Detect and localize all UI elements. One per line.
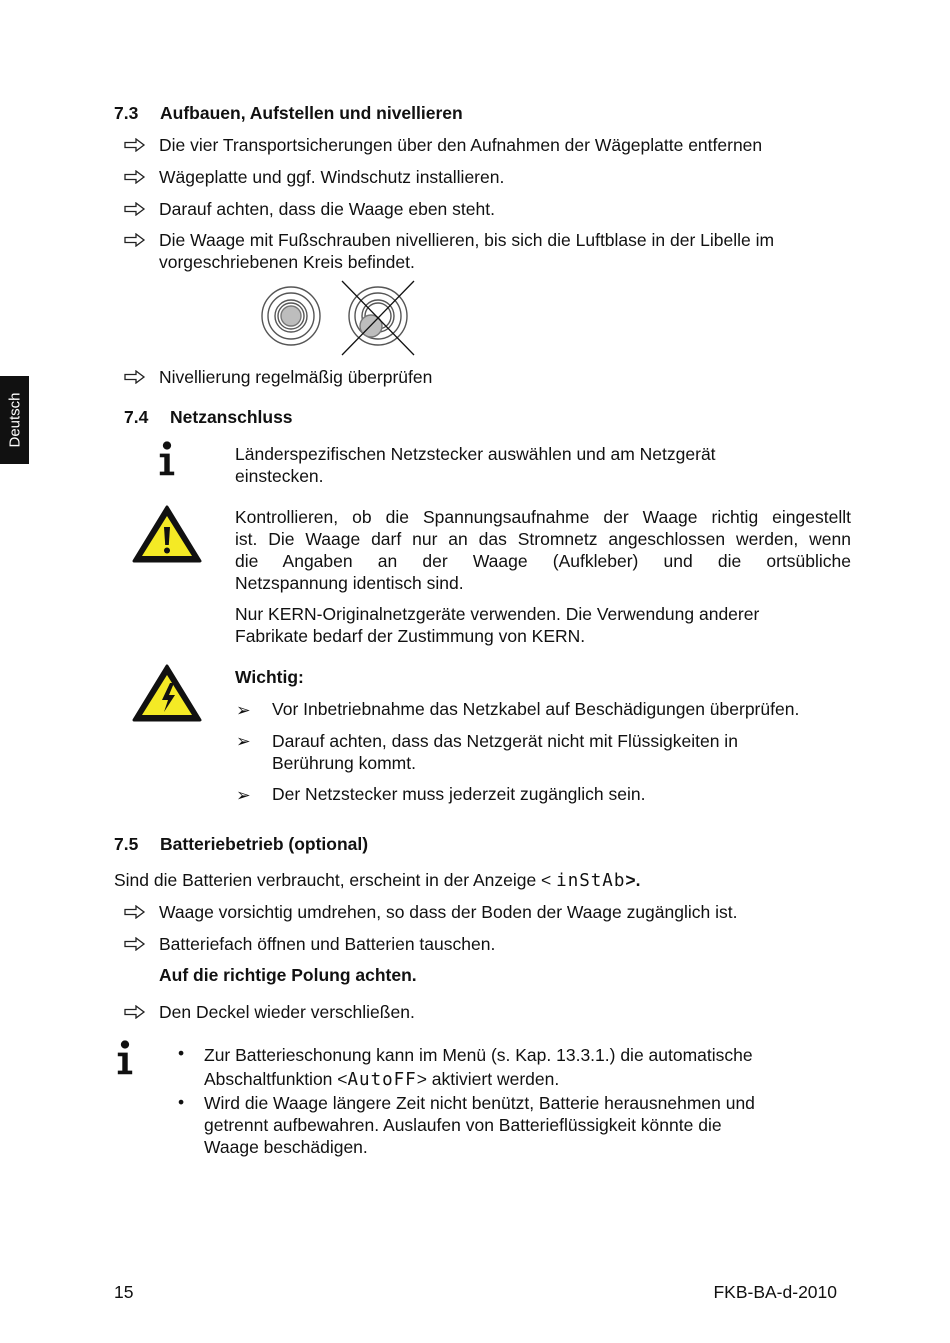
warning-line: ist. Die Waage darf nur an das Stromnetz angeschlossen werden, wenn xyxy=(235,529,851,549)
step-text: Batteriefach öffnen und Batterien tauschen. xyxy=(159,934,496,954)
arrow-icon xyxy=(124,170,146,184)
arrow-icon xyxy=(124,138,146,152)
level-incorrect-icon xyxy=(342,281,414,355)
section-title: Batteriebetrieb (optional) xyxy=(160,834,369,854)
step-text: Darauf achten, dass die Waage eben steht. xyxy=(159,199,495,219)
bullet-text: Der Netzstecker muss jederzeit zugänglich sein. xyxy=(272,784,646,804)
note-text: Abschaltfunktion < xyxy=(204,1069,348,1089)
kern-line: Nur KERN-Originalnetzgeräte verwenden. Die Verwendung anderer xyxy=(235,604,760,624)
note-line: getrennt aufbewahren. Auslaufen von Batterieflüssigkeit könnte die xyxy=(204,1115,722,1135)
bullet-line: Berührung kommt. xyxy=(272,753,416,773)
intro-text: Sind die Batterien verbraucht, erscheint in der Anzeige < xyxy=(114,870,552,890)
step-text: Wägeplatte und ggf. Windschutz installieren. xyxy=(159,167,505,187)
info-icon xyxy=(156,441,178,477)
side-tab-label: Deutsch xyxy=(6,392,23,448)
note-line: Waage beschädigen. xyxy=(204,1137,368,1157)
bullet-dot: • xyxy=(178,1092,185,1112)
bullet-text xyxy=(272,730,738,774)
arrow-icon xyxy=(124,937,146,951)
document-code: FKB-BA-d-2010 xyxy=(713,1282,837,1302)
arrow-icon xyxy=(124,202,146,216)
warning-line: Kontrollieren, ob die Spannungsaufnahme der Waage richtig eingestellt xyxy=(235,507,851,527)
intro-end: >. xyxy=(625,870,641,890)
step-text: Die Waage mit Fußschrauben nivellieren, bis sich die Luftblase in der Libelle im xyxy=(159,230,775,250)
section-title: Aufbauen, Aufstellen und nivellieren xyxy=(160,103,463,123)
warning-line: die Angaben an der Waage (Aufkleber) und die ortsübliche xyxy=(235,551,851,571)
note-line: Zur Batterieschonung kann im Menü (s. Kap. 13.3.1.) die automatische xyxy=(204,1045,753,1065)
bullet-arrow-icon: ➢ xyxy=(236,700,251,720)
section-number: 7.5 xyxy=(114,834,139,854)
electric-hazard-icon xyxy=(131,663,203,723)
display-readout: inStAb xyxy=(556,871,626,891)
warning-line: Netzspannung identisch sind. xyxy=(235,573,464,593)
level-correct-icon xyxy=(262,287,320,345)
step-text: Nivellierung regelmäßig überprüfen xyxy=(159,367,433,387)
battery-intro xyxy=(114,870,640,891)
bullet-dot: • xyxy=(178,1043,185,1063)
info-icon xyxy=(114,1040,136,1076)
display-readout: AutoFF xyxy=(347,1070,417,1090)
bullet-arrow-icon: ➢ xyxy=(236,731,251,751)
language-side-tab xyxy=(0,376,29,464)
bullet-arrow-icon: ➢ xyxy=(236,785,251,805)
kern-line: Fabrikate bedarf der Zustimmung von KERN. xyxy=(235,626,586,646)
note-line: Wird die Waage längere Zeit nicht benützt, Batterie herausnehmen und xyxy=(204,1093,755,1113)
section-7-3-heading xyxy=(114,103,463,124)
step-text: Den Deckel wieder verschließen. xyxy=(159,1002,415,1022)
warning-paragraph xyxy=(235,506,851,594)
step-text: vorgeschriebenen Kreis befindet. xyxy=(159,252,415,272)
polarity-note: Auf die richtige Polung achten. xyxy=(159,965,417,985)
arrow-icon xyxy=(124,233,146,247)
step-text: Die vier Transportsicherungen über den Aufnahmen der Wägeplatte entfernen xyxy=(159,135,763,155)
section-7-4-heading xyxy=(124,407,293,428)
arrow-icon xyxy=(124,370,146,384)
kern-paragraph xyxy=(235,603,759,647)
note-bullet xyxy=(204,1043,753,1092)
bullet-text: Vor Inbetriebnahme das Netzkabel auf Beschädigungen überprüfen. xyxy=(272,699,800,719)
note-bullet xyxy=(204,1092,755,1158)
info-line: Länderspezifischen Netzstecker auswählen und am Netzgerät xyxy=(235,444,716,464)
bullet-line: Darauf achten, dass das Netzgerät nicht mit Flüssigkeiten in xyxy=(272,731,738,751)
note-line xyxy=(204,1067,753,1092)
warning-icon xyxy=(131,504,203,564)
arrow-icon xyxy=(124,905,146,919)
info-paragraph xyxy=(235,443,716,487)
section-number: 7.3 xyxy=(114,103,139,123)
section-7-5-heading xyxy=(114,834,368,855)
step-text: Waage vorsichtig umdrehen, so dass der Boden der Waage zugänglich ist. xyxy=(159,902,738,922)
page-number: 15 xyxy=(114,1282,134,1302)
section-title: Netzanschluss xyxy=(170,407,293,427)
note-text: > aktiviert werden. xyxy=(416,1069,560,1089)
level-bubble-illustration xyxy=(258,279,420,357)
info-line: einstecken. xyxy=(235,466,324,486)
important-label: Wichtig: xyxy=(235,667,304,687)
arrow-icon xyxy=(124,1005,146,1019)
section-number: 7.4 xyxy=(124,407,149,427)
